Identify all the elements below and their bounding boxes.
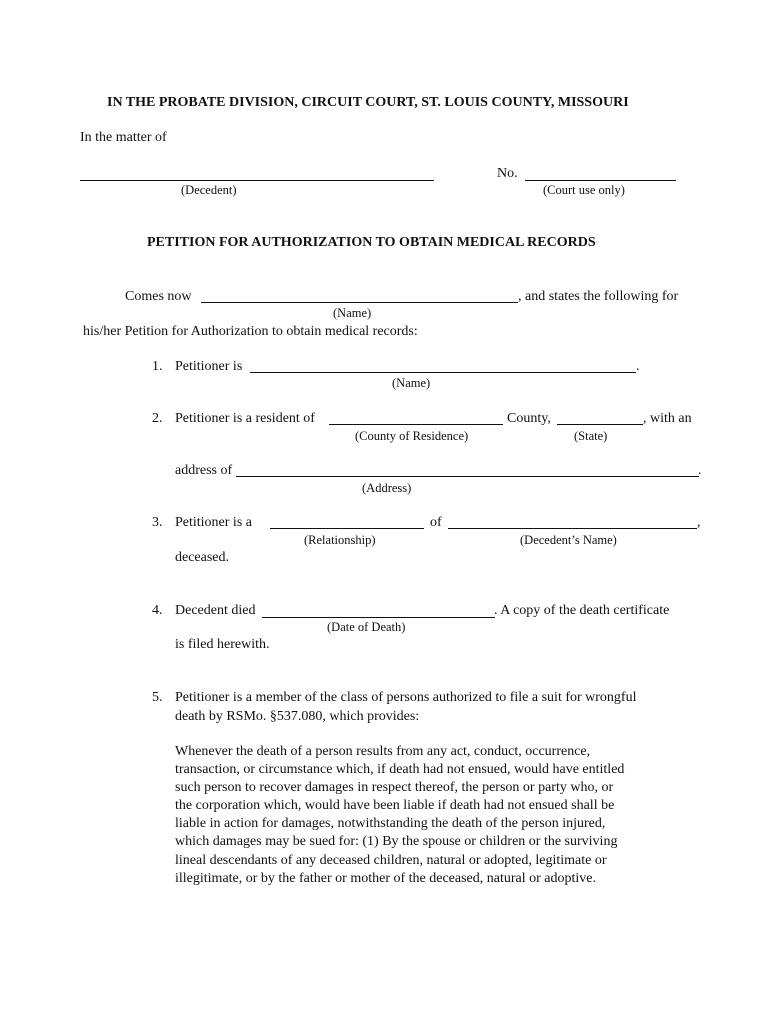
deceased-text: deceased. xyxy=(175,550,230,565)
quote-line: which damages may be sued for: (1) By the spouse or children or the surviving xyxy=(175,834,618,850)
address-end: . xyxy=(698,463,702,478)
court-use-caption: (Court use only) xyxy=(543,183,625,197)
with-an-text: , with an xyxy=(643,411,692,426)
copy-of-certificate-text: . A copy of the death certificate xyxy=(494,603,670,618)
name-caption: (Name) xyxy=(333,306,372,320)
date-of-death-field[interactable] xyxy=(262,617,495,618)
decedent-name-field[interactable] xyxy=(448,528,697,529)
item-5-number: 5. xyxy=(152,690,163,705)
item-1-number: 1. xyxy=(152,359,163,374)
address-field[interactable] xyxy=(236,476,699,477)
case-number-field[interactable] xyxy=(525,180,676,181)
filed-herewith-text: is filed herewith. xyxy=(175,637,270,652)
court-title: IN THE PROBATE DIVISION, CIRCUIT COURT, ST. LOUIS COUNTY, MISSOURI xyxy=(107,95,629,110)
quote-line: Whenever the death of a person results from any act, conduct, occurrence, xyxy=(175,744,591,759)
relationship-caption: (Relationship) xyxy=(304,533,376,547)
petitioner-name-field[interactable] xyxy=(201,302,518,303)
county-caption: (County of Residence) xyxy=(355,429,469,443)
of-word: of xyxy=(430,515,442,530)
item-3-number: 3. xyxy=(152,515,163,530)
item-4-text: Decedent died xyxy=(175,603,256,618)
decedent-caption: (Decedent) xyxy=(181,183,237,197)
item-3-text: Petitioner is a xyxy=(175,515,252,530)
in-the-matter-of: In the matter of xyxy=(80,130,167,145)
state-caption: (State) xyxy=(574,429,608,443)
item-2-text: Petitioner is a resident of xyxy=(175,411,315,426)
address-label: address of xyxy=(175,463,233,478)
decedent-name-caption: (Decedent’s Name) xyxy=(520,533,617,547)
case-no-label: No. xyxy=(497,166,518,181)
quote-line: illegitimate, or by the father or mother of the deceased, natural or adoptive. xyxy=(175,870,597,886)
address-caption: (Address) xyxy=(362,481,412,495)
county-word: County, xyxy=(507,411,551,426)
document-title: PETITION FOR AUTHORIZATION TO OBTAIN MEDICAL RECORDS xyxy=(147,235,596,250)
decedent-field[interactable] xyxy=(80,180,434,181)
item-1-name-field[interactable] xyxy=(250,372,636,373)
quote-line: liable in action for damages, notwithstanding the death of the person injured, xyxy=(175,816,606,832)
item-5-line-2: death by RSMo. §537.080, which provides: xyxy=(175,709,420,724)
statute-quote xyxy=(175,743,675,888)
relationship-field[interactable] xyxy=(270,528,424,529)
item-3-end: , xyxy=(697,515,701,530)
states-following-text: , and states the following for xyxy=(518,289,679,304)
item-4-number: 4. xyxy=(152,603,163,618)
item-2-number: 2. xyxy=(152,411,163,426)
item-1-end: . xyxy=(636,359,640,374)
quote-line: the corporation which, would have been liable if death had not ensued shall be xyxy=(175,798,615,814)
county-field[interactable] xyxy=(329,424,503,425)
item-1-name-caption: (Name) xyxy=(392,376,431,390)
quote-line: lineal descendants of any deceased children, natural or adopted, legitimate or xyxy=(175,852,607,868)
quote-line: such person to recover damages in respect thereof, the person or party who, or xyxy=(175,780,614,796)
comes-now-text: Comes now xyxy=(125,289,192,304)
item-1-text: Petitioner is xyxy=(175,359,243,374)
intro-continuation: his/her Petition for Authorization to obtain medical records: xyxy=(83,324,418,339)
date-of-death-caption: (Date of Death) xyxy=(327,620,406,634)
quote-line: transaction, or circumstance which, if death had not ensued, would have entitled xyxy=(175,762,625,778)
state-field[interactable] xyxy=(557,424,643,425)
item-5-line-1: Petitioner is a member of the class of persons authorized to file a suit for wrongful xyxy=(175,690,637,705)
